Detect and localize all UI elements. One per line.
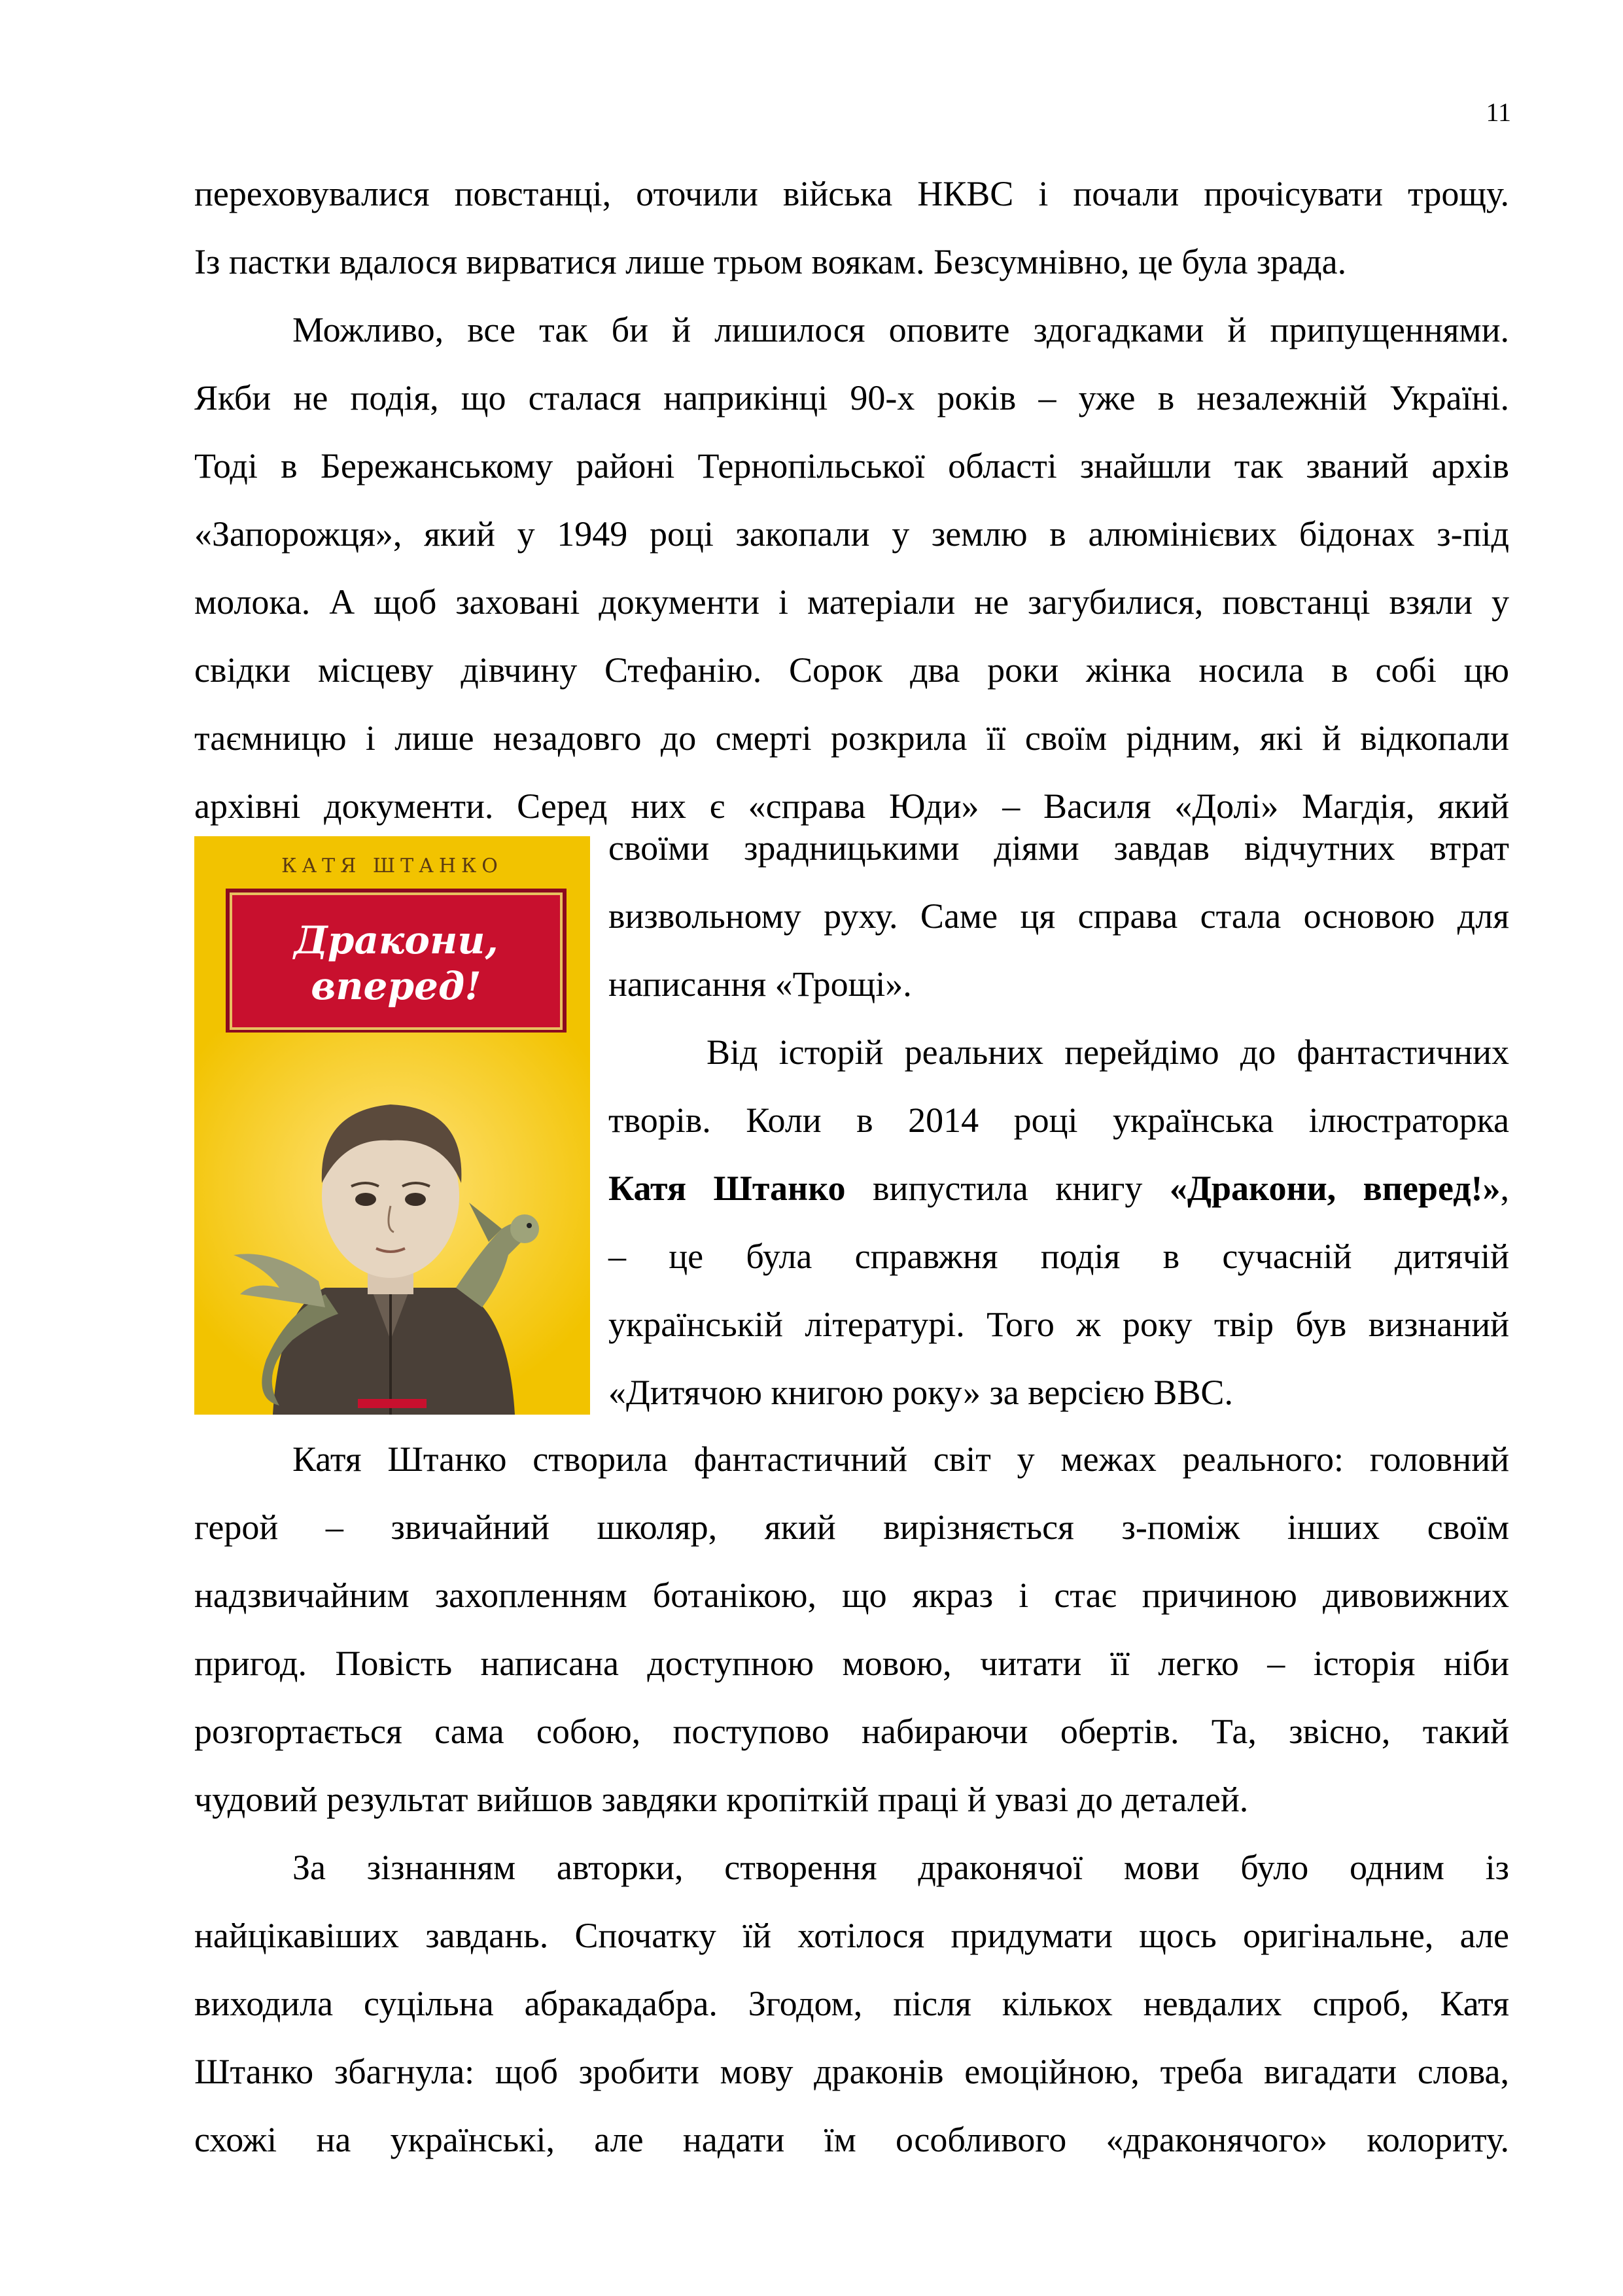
text-line: Від історій реальних перейдімо до фантастичних	[707, 1033, 1509, 1072]
cover-title-box	[226, 889, 567, 1034]
cover-title-line1: Дракони,	[294, 918, 498, 963]
text-span: випустила книгу	[845, 1169, 1170, 1208]
text-line: Тоді в Бережанському районі Тернопільської області знайшли так званий архів	[194, 446, 1509, 486]
text-line: чудовий результат вийшов завдяки кропіткій праці й увазі до деталей.	[194, 1780, 1249, 1819]
author-name-bold: Катя Штанко	[608, 1169, 846, 1208]
text-line: «Запорожця», який у 1949 році закопали у землю в алюмінієвих бідонах з-під	[194, 514, 1509, 554]
text-line: свідки місцеву дівчину Стефанію. Сорок два роки жінка носила в собі цю	[194, 650, 1509, 690]
text-line: Катя Штанко створила фантастичний світ у межах реального: головний	[292, 1439, 1509, 1479]
cover-author: КАТЯ ШТАНКО	[281, 855, 503, 877]
text-line: надзвичайним захопленням ботанікою, що якраз і стає причиною дивовижних	[194, 1576, 1509, 1615]
text-line: пригод. Повість написана доступною мовою, читати її легко – історія ніби	[194, 1644, 1509, 1683]
text-line: визвольному руху. Саме ця справа стала основою для	[608, 896, 1509, 936]
cover-title	[230, 917, 563, 1009]
text-line: своїми зрадницькими діями завдав відчутних втрат	[608, 828, 1509, 868]
text-line: герой – звичайний школяр, який вирізняється з-поміж інших своїм	[194, 1508, 1509, 1547]
text-line: Можливо, все так би й лишилося оповите здогадками й припущеннями.	[292, 310, 1509, 349]
cover-title-line2: вперед!	[311, 964, 481, 1008]
text-line: архівні документи. Серед них є «справа Юди» – Василя «Долі» Магдія, який	[194, 786, 1509, 826]
text-line: таємницю і лише незадовго до смерті розкрила її своїм рідним, які й відкопали	[194, 718, 1509, 758]
text-line: написання «Трощі».	[608, 964, 912, 1004]
book-cover-image	[194, 836, 590, 1415]
text-line: Якби не подія, що сталася наприкінці 90-х років – уже в незалежній Україні.	[194, 378, 1509, 417]
book-title-bold: «Дракони, вперед!»	[1169, 1169, 1501, 1208]
text-span: ,	[1500, 1169, 1509, 1208]
text-line: українській літературі. Того ж року твір був визнаний	[608, 1305, 1509, 1344]
text-line: виходила суцільна абракадабра. Згодом, після кількох невдалих спроб, Катя	[194, 1984, 1509, 2023]
page-number: 11	[1486, 97, 1511, 127]
text-line: Штанко збагнула: щоб зробити мову драконів емоційною, треба вигадати слова,	[194, 2052, 1509, 2091]
cover-illustration	[194, 1033, 590, 1415]
text-line: молока. А щоб заховані документи і матеріали не загубилися, повстанці взяли у	[194, 582, 1509, 622]
text-line: – це була справжня подія в сучасній дитячій	[608, 1237, 1509, 1276]
body-text-wrapped	[608, 814, 1509, 1426]
text-line: творів. Коли в 2014 році українська ілюстраторка	[608, 1101, 1509, 1140]
body-text-top	[194, 160, 1509, 840]
text-line: схожі на українські, але надати їм особливого «драконячого» колориту.	[194, 2120, 1509, 2159]
text-line	[608, 1154, 1509, 1222]
text-line: розгортається сама собою, поступово набираючи обертів. Та, звісно, такий	[194, 1712, 1509, 1751]
text-line: Із пастки вдалося вирватися лише трьом воякам. Безсумнівно, це була зрада.	[194, 242, 1347, 281]
body-text-bottom	[194, 1425, 1509, 2174]
text-line: За зізнанням авторки, створення драконячої мови було одним із	[292, 1848, 1509, 1887]
text-line: найцікавіших завдань. Спочатку їй хотілося придумати щось оригінальне, але	[194, 1916, 1509, 1955]
text-line: переховувалися повстанці, оточили війська НКВС і почали прочісувати трощу.	[194, 174, 1509, 213]
text-line: «Дитячою книгою року» за версією BBC.	[608, 1373, 1233, 1412]
